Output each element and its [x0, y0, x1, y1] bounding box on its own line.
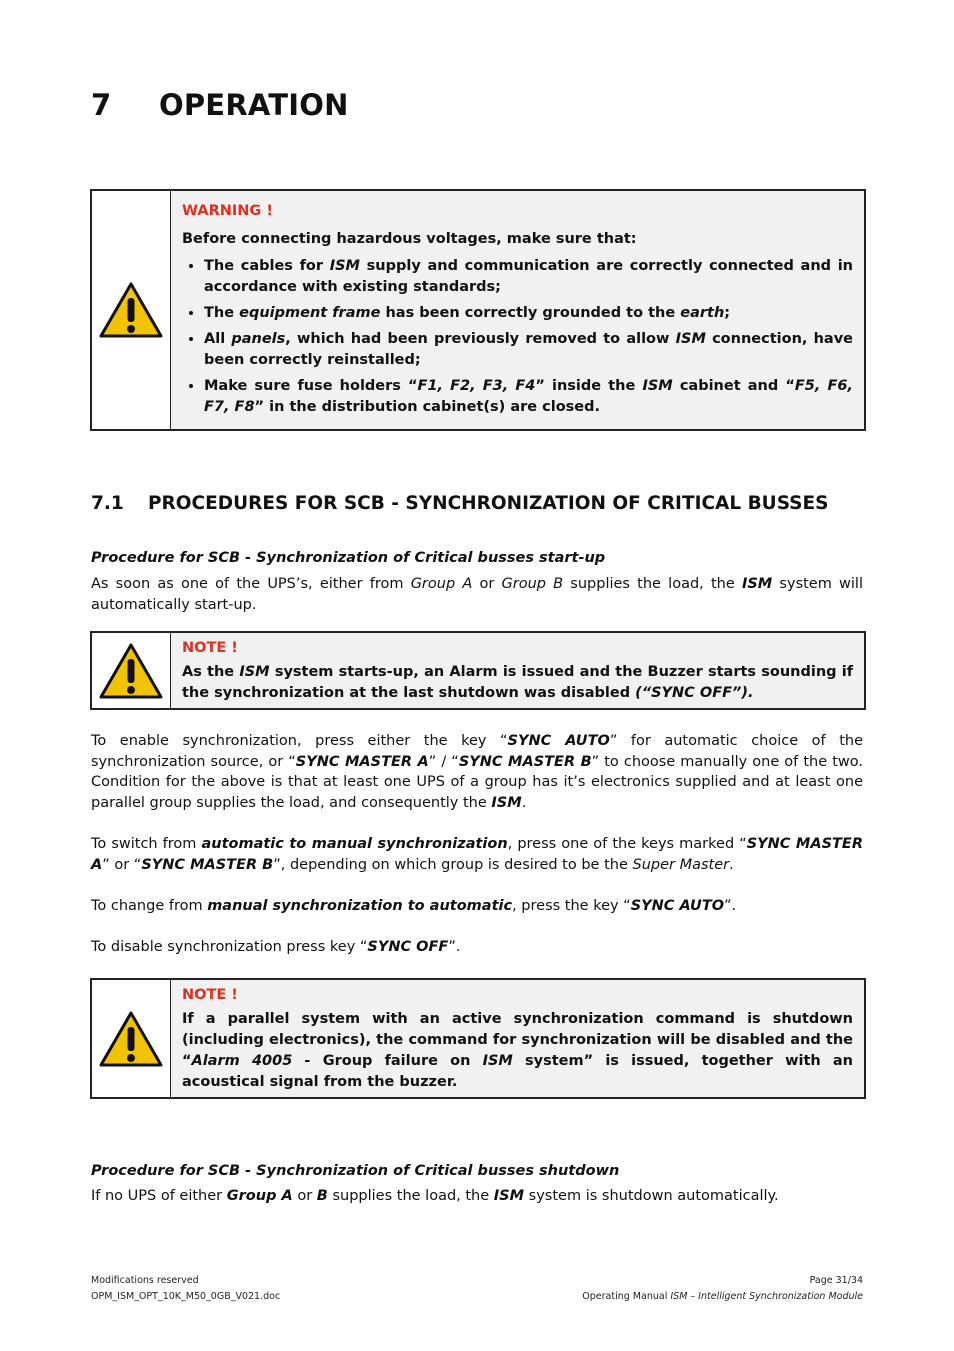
section-title: PROCEDURES FOR SCB - SYNCHRONIZATION OF CRITICAL BUSSES: [148, 493, 829, 514]
warning-triangle-icon: [98, 281, 164, 339]
change-paragraph: To change from manual synchronization to automatic, press the key “SYNC AUTO”.: [91, 898, 737, 914]
warning-icon-cell: [92, 191, 171, 429]
enable-paragraph: To enable synchronization, press either the key “SYNC AUTO” for automatic choice of the synchronization source, or “SYNC MASTER A” / “SYNC MASTER B” to choose manually one of the two. Condition for the above is that at least one UPS of a group has it’s electronics supplied and at least one parallel group supplies the load, and consequently the ISM.: [91, 733, 863, 811]
warning-list: [182, 256, 853, 418]
footer-manual-title: Operating Manual ISM – Intelligent Synchronization Module: [582, 1291, 863, 1302]
shutdown-paragraph: If no UPS of either Group A or B supplies the load, the ISM system is shutdown automatically.: [91, 1188, 779, 1204]
warning-label: WARNING !: [182, 203, 273, 219]
note-icon-cell: [92, 980, 171, 1097]
switch-paragraph: To switch from automatic to manual synchronization, press one of the keys marked “SYNC MASTER A” or “SYNC MASTER B”, depending on which group is desired to be the Super Master.: [91, 836, 863, 873]
shutdown-heading: Procedure for SCB - Synchronization of Critical busses shutdown: [91, 1163, 620, 1179]
footer-page-number: Page 31/34: [809, 1275, 863, 1286]
note-text: If a parallel system with an active synchronization command is shutdown (including electronics), the command for synchronization will be disabled and the “Alarm 4005 - Group failure on ISM system” is issued, together with an acoustical signal from the buzzer.: [182, 1011, 853, 1090]
warning-content: [171, 191, 864, 429]
warning-item-cables: • The cables for ISM supply and communication are correctly connected and in accordance with existing standards;: [204, 256, 853, 298]
note-icon-cell: [92, 633, 171, 708]
warning-triangle-icon: [98, 1010, 164, 1068]
section-heading: [91, 493, 828, 514]
note-label: NOTE !: [182, 640, 238, 656]
note-content: [171, 980, 864, 1097]
note-box-shutdown: [90, 978, 866, 1099]
startup-heading: Procedure for SCB - Synchronization of Critical busses start-up: [91, 550, 606, 566]
note-label: NOTE !: [182, 987, 238, 1003]
footer-modifications: Modifications reserved: [91, 1275, 199, 1286]
warning-box: [90, 189, 866, 431]
warning-intro: Before connecting hazardous voltages, make sure that:: [182, 231, 637, 247]
note-box-startup: [90, 631, 866, 710]
startup-paragraph: As soon as one of the UPS’s, either from Group A or Group B supplies the load, the ISM system will automatically start-up.: [91, 576, 863, 613]
chapter-heading: [91, 88, 349, 122]
chapter-title: OPERATION: [159, 88, 349, 122]
warning-item-frame: • The equipment frame has been correctly grounded to the earth;: [204, 303, 853, 324]
note-content: [171, 633, 864, 708]
footer-filename: OPM_ISM_OPT_10K_M50_0GB_V021.doc: [91, 1291, 281, 1302]
disable-paragraph: To disable synchronization press key “SYNC OFF”.: [91, 939, 461, 955]
note-text: As the ISM system starts-up, an Alarm is issued and the Buzzer starts sounding if the synchronization at the last shutdown was disabled (“SYNC OFF”).: [182, 664, 854, 701]
warning-triangle-icon: [98, 642, 164, 700]
warning-item-panels: • All panels, which had been previously removed to allow ISM connection, have been correctly reinstalled;: [204, 329, 853, 371]
section-number: 7.1: [91, 493, 124, 514]
chapter-number: 7: [91, 88, 112, 122]
warning-item-fuses: • Make sure fuse holders “F1, F2, F3, F4” inside the ISM cabinet and “F5, F6, F7, F8” in the distribution cabinet(s) are closed.: [204, 376, 853, 418]
page-footer: [91, 1273, 863, 1305]
